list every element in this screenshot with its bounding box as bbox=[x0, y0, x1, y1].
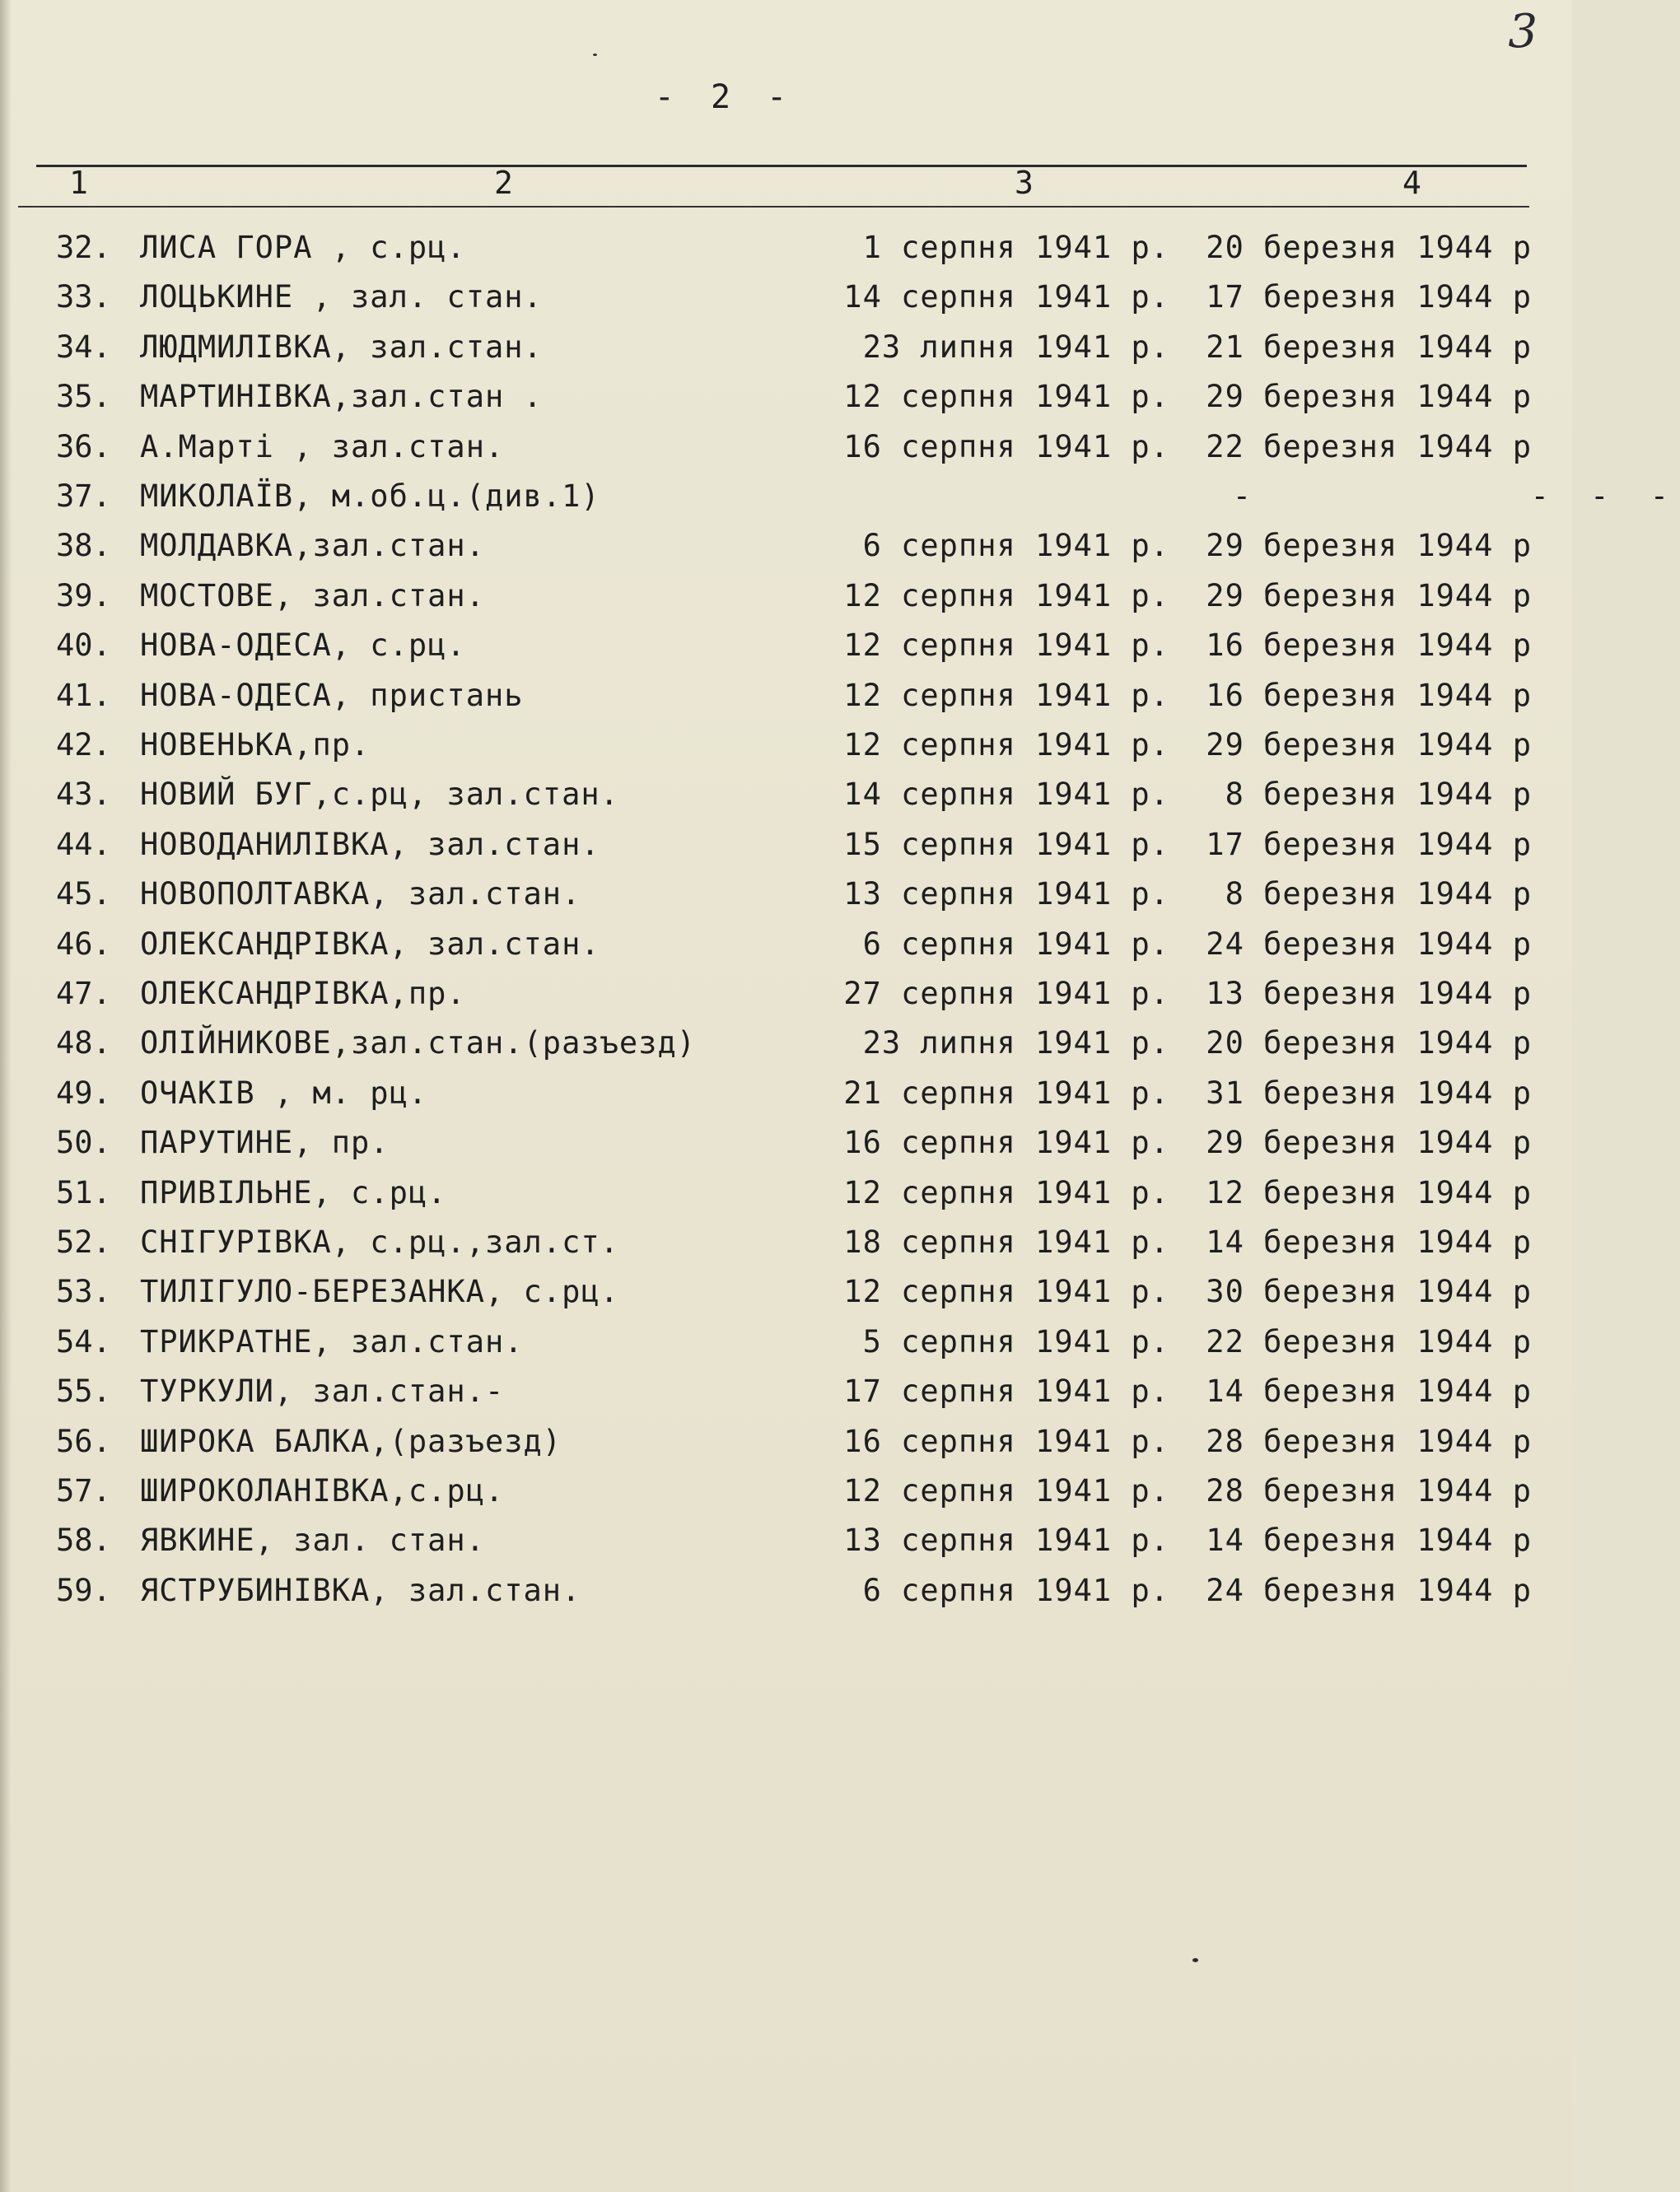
list-item bbox=[0, 672, 1572, 720]
occupation-date: 13 серпня 1941 р. bbox=[843, 876, 1169, 912]
liberation-date: 22 березня 1944 р bbox=[1206, 1323, 1532, 1360]
place-name: ПАРУТИНЕ, пр. bbox=[140, 1125, 390, 1161]
row-number: 51. bbox=[56, 1174, 111, 1210]
liberation-date: 29 березня 1944 р bbox=[1206, 577, 1532, 613]
place-name: А.Марті , зал.стан. bbox=[140, 428, 505, 464]
place-name: МОСТОВЕ, зал.стан. bbox=[140, 577, 485, 613]
column-number-1: 1 bbox=[69, 165, 88, 201]
row-number: 38. bbox=[56, 528, 111, 564]
occupation-date: 18 серпня 1941 р. bbox=[843, 1224, 1169, 1260]
place-name: ЯСТРУБИНІВКА, зал.стан. bbox=[140, 1572, 581, 1608]
row-number: 47. bbox=[56, 976, 111, 1011]
list-item bbox=[0, 1070, 1572, 1117]
liberation-date: 20 березня 1944 р bbox=[1206, 1025, 1532, 1061]
place-name: НОВЕНЬКА,пр. bbox=[140, 727, 371, 763]
liberation-date: 14 березня 1944 р bbox=[1206, 1523, 1532, 1559]
liberation-date: 28 березня 1944 р bbox=[1206, 1473, 1532, 1509]
place-name: ТУРКУЛИ, зал.стан.- bbox=[140, 1373, 505, 1410]
row-number: 41. bbox=[56, 677, 111, 713]
liberation-date: 29 березня 1944 р bbox=[1206, 1125, 1532, 1161]
list-item bbox=[0, 373, 1572, 421]
row-number: 43. bbox=[56, 777, 111, 813]
liberation-date: 14 березня 1944 р bbox=[1206, 1224, 1532, 1260]
row-number: 59. bbox=[56, 1572, 111, 1608]
row-number: 58. bbox=[56, 1523, 111, 1559]
list-item bbox=[0, 870, 1572, 918]
list-item bbox=[0, 721, 1572, 769]
list-item bbox=[0, 1368, 1572, 1415]
row-number: 36. bbox=[56, 428, 111, 464]
row-number: 55. bbox=[56, 1373, 111, 1410]
place-name: ТИЛІГУЛО-БЕРЕЗАНКА, с.рц. bbox=[140, 1274, 619, 1310]
occupation-date: 12 серпня 1941 р. bbox=[843, 627, 1169, 664]
occupation-date: 6 серпня 1941 р. bbox=[862, 926, 1169, 962]
occupation-date: 12 серпня 1941 р. bbox=[843, 727, 1169, 763]
liberation-date: 14 березня 1944 р bbox=[1206, 1373, 1532, 1410]
liberation-date: 29 березня 1944 р bbox=[1206, 727, 1532, 763]
occupation-date: 15 серпня 1941 р. bbox=[843, 826, 1169, 862]
column-number-4: 4 bbox=[1402, 165, 1421, 201]
liberation-date: 16 березня 1944 р bbox=[1206, 677, 1532, 713]
occupation-date: 27 серпня 1941 р. bbox=[843, 976, 1169, 1011]
liberation-date: 28 березня 1944 р bbox=[1206, 1423, 1532, 1459]
header-rule-top bbox=[36, 165, 1527, 167]
row-number: 34. bbox=[56, 329, 111, 365]
place-name: ЯВКИНЕ, зал. стан. bbox=[140, 1523, 485, 1559]
occupation-date: 21 серпня 1941 р. bbox=[843, 1075, 1169, 1111]
place-name: СНІГУРІВКА, с.рц.,зал.ст. bbox=[140, 1224, 619, 1260]
occupation-date: 14 серпня 1941 р. bbox=[843, 777, 1169, 813]
liberation-date: 29 березня 1944 р bbox=[1206, 379, 1532, 415]
list-item bbox=[0, 970, 1572, 1018]
place-name: МАРТИНІВКА,зал.стан . bbox=[140, 379, 543, 415]
place-name: ШИРОКОЛАНІВКА,с.рц. bbox=[140, 1473, 505, 1509]
occupation-date: 12 серпня 1941 р. bbox=[843, 677, 1169, 713]
occupation-date: 1 серпня 1941 р. bbox=[862, 230, 1169, 265]
row-number: 49. bbox=[56, 1075, 111, 1111]
liberation-date: 12 березня 1944 р bbox=[1206, 1174, 1532, 1210]
row-number: 54. bbox=[56, 1323, 111, 1360]
row-number: 48. bbox=[56, 1025, 111, 1061]
row-number: 53. bbox=[56, 1274, 111, 1310]
list-item bbox=[0, 622, 1572, 669]
row-number: 37. bbox=[56, 478, 111, 514]
row-number: 32. bbox=[56, 230, 111, 265]
occupation-date: 6 серпня 1941 р. bbox=[862, 528, 1169, 564]
list-item bbox=[0, 1169, 1572, 1217]
list-item bbox=[0, 1467, 1572, 1515]
place-name: НОВОДАНИЛІВКА, зал.стан. bbox=[140, 826, 600, 862]
liberation-date: 20 березня 1944 р bbox=[1206, 230, 1532, 265]
liberation-date: 31 березня 1944 р bbox=[1206, 1075, 1532, 1111]
list-item bbox=[0, 224, 1572, 272]
row-number: 44. bbox=[56, 826, 111, 862]
occupation-date: 12 серпня 1941 р. bbox=[843, 1473, 1169, 1509]
occupation-date: 12 серпня 1941 р. bbox=[843, 577, 1169, 613]
place-name: НОВОПОЛТАВКА, зал.стан. bbox=[140, 876, 581, 912]
occupation-date: 16 серпня 1941 р. bbox=[843, 1423, 1169, 1459]
occupation-date: 16 серпня 1941 р. bbox=[843, 1125, 1169, 1161]
place-name: МОЛДАВКА,зал.стан. bbox=[140, 528, 485, 564]
list-item bbox=[0, 771, 1572, 819]
list-item bbox=[0, 423, 1572, 471]
list-item bbox=[0, 921, 1572, 968]
occupation-date: 16 серпня 1941 р. bbox=[843, 428, 1169, 464]
folio-number: 3 bbox=[1508, 5, 1538, 58]
place-name: ЛИСА ГОРА , с.рц. bbox=[140, 230, 466, 265]
row-number: 33. bbox=[56, 279, 111, 315]
row-number: 35. bbox=[56, 379, 111, 415]
liberation-date: 29 березня 1944 р bbox=[1206, 528, 1532, 564]
occupation-date: - bbox=[1232, 478, 1252, 514]
list-item bbox=[0, 522, 1572, 570]
occupation-date: 17 серпня 1941 р. bbox=[843, 1373, 1169, 1410]
row-number: 42. bbox=[56, 727, 111, 763]
liberation-date: 8 березня 1944 р bbox=[1225, 876, 1532, 912]
occupation-date: 23 липня 1941 р. bbox=[862, 1025, 1169, 1061]
liberation-date: 13 березня 1944 р bbox=[1206, 976, 1532, 1011]
paper-speck bbox=[593, 54, 597, 56]
row-number: 52. bbox=[56, 1224, 111, 1260]
liberation-date: 17 березня 1944 р bbox=[1206, 279, 1532, 315]
liberation-date: - - - bbox=[1530, 478, 1680, 514]
occupation-date: 12 серпня 1941 р. bbox=[843, 379, 1169, 415]
occupation-date: 12 серпня 1941 р. bbox=[843, 1174, 1169, 1210]
place-name: ШИРОКА БАЛКА,(разъезд) bbox=[140, 1423, 562, 1459]
liberation-date: 16 березня 1944 р bbox=[1206, 627, 1532, 664]
liberation-date: 21 березня 1944 р bbox=[1206, 329, 1532, 365]
page-number: - 2 - bbox=[654, 78, 796, 116]
column-number-2: 2 bbox=[494, 165, 513, 201]
row-number: 50. bbox=[56, 1125, 111, 1161]
list-item bbox=[0, 1268, 1572, 1316]
list-item bbox=[0, 1517, 1572, 1565]
paper-speck bbox=[1192, 1958, 1198, 1962]
place-name: ОЛІЙНИКОВЕ,зал.стан.(разъезд) bbox=[140, 1025, 697, 1061]
row-number: 45. bbox=[56, 876, 111, 912]
row-number: 57. bbox=[56, 1473, 111, 1509]
occupation-date: 6 серпня 1941 р. bbox=[862, 1572, 1169, 1608]
place-name: ОЧАКІВ , м. рц. bbox=[140, 1075, 428, 1111]
place-name: ЛЮДМИЛІВКА, зал.стан. bbox=[140, 329, 543, 365]
list-item bbox=[0, 1019, 1572, 1067]
liberation-date: 22 березня 1944 р bbox=[1206, 428, 1532, 464]
column-number-3: 3 bbox=[1015, 165, 1034, 201]
occupation-date: 14 серпня 1941 р. bbox=[843, 279, 1169, 315]
liberation-date: 8 березня 1944 р bbox=[1225, 777, 1532, 813]
place-name: МИКОЛАЇВ, м.об.ц.(див.1) bbox=[140, 478, 600, 514]
list-item bbox=[0, 1219, 1572, 1266]
row-number: 39. bbox=[56, 577, 111, 613]
liberation-date: 24 березня 1944 р bbox=[1206, 926, 1532, 962]
occupation-date: 12 серпня 1941 р. bbox=[843, 1274, 1169, 1310]
liberation-date: 24 березня 1944 р bbox=[1206, 1572, 1532, 1608]
list-item bbox=[0, 1567, 1572, 1615]
occupation-date: 23 липня 1941 р. bbox=[862, 329, 1169, 365]
liberation-date: 30 березня 1944 р bbox=[1206, 1274, 1532, 1310]
row-number: 56. bbox=[56, 1423, 111, 1459]
place-name: НОВИЙ БУГ,с.рц, зал.стан. bbox=[140, 777, 619, 813]
place-name: ПРИВІЛЬНЕ, с.рц. bbox=[140, 1174, 447, 1210]
list-item bbox=[0, 572, 1572, 620]
place-name: ОЛЕКСАНДРІВКА, зал.стан. bbox=[140, 926, 600, 962]
occupation-date: 13 серпня 1941 р. bbox=[843, 1523, 1169, 1559]
liberation-date: 17 березня 1944 р bbox=[1206, 826, 1532, 862]
header-rule-bottom bbox=[18, 206, 1529, 208]
list-item bbox=[0, 324, 1572, 371]
occupation-date: 5 серпня 1941 р. bbox=[862, 1323, 1169, 1360]
place-name: НОВА-ОДЕСА, с.рц. bbox=[140, 627, 466, 664]
row-number: 40. bbox=[56, 627, 111, 664]
list-item bbox=[0, 1318, 1572, 1366]
row-number: 46. bbox=[56, 926, 111, 962]
place-name: ОЛЕКСАНДРІВКА,пр. bbox=[140, 976, 466, 1011]
list-item bbox=[0, 821, 1572, 869]
place-name: ТРИКРАТНЕ, зал.стан. bbox=[140, 1323, 524, 1360]
list-item bbox=[0, 1119, 1572, 1167]
list-item bbox=[0, 473, 1680, 520]
list-item bbox=[0, 273, 1572, 321]
place-name: НОВА-ОДЕСА, пристань bbox=[140, 677, 524, 713]
place-name: ЛОЦЬКИНЕ , зал. стан. bbox=[140, 279, 543, 315]
list-item bbox=[0, 1418, 1572, 1466]
